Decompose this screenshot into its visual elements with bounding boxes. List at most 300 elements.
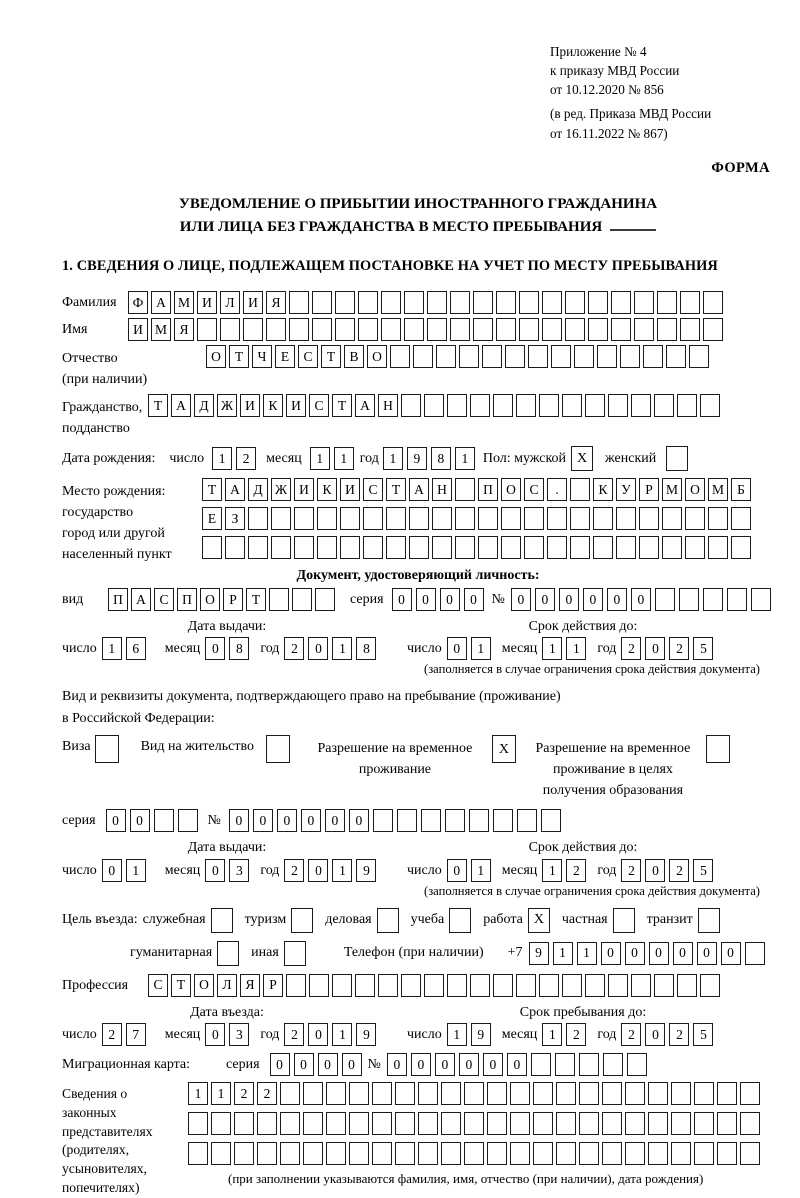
char-box[interactable] bbox=[616, 507, 636, 530]
char-box[interactable] bbox=[455, 478, 475, 501]
char-box[interactable]: С bbox=[298, 345, 318, 368]
char-box[interactable] bbox=[551, 345, 571, 368]
char-box[interactable] bbox=[211, 1142, 231, 1165]
char-box[interactable] bbox=[248, 507, 268, 530]
char-box[interactable] bbox=[332, 974, 352, 997]
char-box[interactable] bbox=[211, 1112, 231, 1135]
char-box[interactable] bbox=[542, 318, 562, 341]
char-box[interactable]: 1 bbox=[566, 637, 586, 660]
char-box[interactable] bbox=[358, 291, 378, 314]
char-box[interactable] bbox=[631, 394, 651, 417]
char-box[interactable]: 1 bbox=[577, 942, 597, 965]
char-box[interactable]: П bbox=[177, 588, 197, 611]
char-box[interactable] bbox=[671, 1082, 691, 1105]
char-box[interactable] bbox=[326, 1082, 346, 1105]
char-box[interactable] bbox=[372, 1112, 392, 1135]
char-box[interactable]: А bbox=[225, 478, 245, 501]
char-box[interactable]: 0 bbox=[229, 809, 249, 832]
char-box[interactable]: 0 bbox=[308, 859, 328, 882]
char-box[interactable] bbox=[335, 291, 355, 314]
char-box[interactable] bbox=[294, 536, 314, 559]
char-box[interactable]: К bbox=[263, 394, 283, 417]
char-box[interactable] bbox=[501, 536, 521, 559]
char-box[interactable]: Б bbox=[731, 478, 751, 501]
char-box[interactable]: 0 bbox=[440, 588, 460, 611]
char-box[interactable]: С bbox=[363, 478, 383, 501]
char-box[interactable]: 0 bbox=[601, 942, 621, 965]
char-box[interactable] bbox=[326, 1142, 346, 1165]
char-box[interactable] bbox=[731, 536, 751, 559]
char-box[interactable] bbox=[542, 291, 562, 314]
char-box[interactable] bbox=[685, 536, 705, 559]
purpose-business-checkbox[interactable] bbox=[377, 908, 399, 933]
char-box[interactable]: Т bbox=[202, 478, 222, 501]
char-box[interactable]: О bbox=[206, 345, 226, 368]
char-box[interactable]: Т bbox=[386, 478, 406, 501]
char-box[interactable] bbox=[292, 588, 312, 611]
char-box[interactable]: 5 bbox=[693, 1023, 713, 1046]
char-box[interactable]: С bbox=[524, 478, 544, 501]
char-box[interactable] bbox=[464, 1112, 484, 1135]
char-box[interactable]: 0 bbox=[649, 942, 669, 965]
char-box[interactable] bbox=[565, 291, 585, 314]
char-box[interactable]: 1 bbox=[542, 1023, 562, 1046]
char-box[interactable] bbox=[349, 1082, 369, 1105]
char-box[interactable] bbox=[409, 507, 429, 530]
char-box[interactable]: 0 bbox=[411, 1053, 431, 1076]
char-box[interactable]: 0 bbox=[459, 1053, 479, 1076]
char-box[interactable]: Н bbox=[432, 478, 452, 501]
char-box[interactable] bbox=[473, 318, 493, 341]
char-box[interactable]: Л bbox=[217, 974, 237, 997]
char-box[interactable] bbox=[401, 974, 421, 997]
char-box[interactable] bbox=[381, 291, 401, 314]
char-box[interactable]: 0 bbox=[325, 809, 345, 832]
char-box[interactable]: 0 bbox=[130, 809, 150, 832]
char-box[interactable] bbox=[533, 1112, 553, 1135]
char-box[interactable] bbox=[397, 809, 417, 832]
char-box[interactable]: 0 bbox=[511, 588, 531, 611]
char-box[interactable]: 1 bbox=[542, 637, 562, 660]
temp-residence-edu-checkbox[interactable] bbox=[706, 735, 730, 763]
char-box[interactable] bbox=[680, 318, 700, 341]
char-box[interactable]: А bbox=[355, 394, 375, 417]
char-box[interactable]: Я bbox=[240, 974, 260, 997]
char-box[interactable] bbox=[202, 536, 222, 559]
char-box[interactable] bbox=[340, 507, 360, 530]
char-box[interactable] bbox=[312, 291, 332, 314]
char-box[interactable]: О bbox=[501, 478, 521, 501]
char-box[interactable]: Р bbox=[263, 974, 283, 997]
char-box[interactable] bbox=[349, 1112, 369, 1135]
char-box[interactable] bbox=[418, 1142, 438, 1165]
char-box[interactable]: 0 bbox=[535, 588, 555, 611]
char-box[interactable]: 2 bbox=[284, 859, 304, 882]
char-box[interactable] bbox=[427, 318, 447, 341]
char-box[interactable]: А bbox=[409, 478, 429, 501]
char-box[interactable] bbox=[611, 291, 631, 314]
char-box[interactable] bbox=[309, 974, 329, 997]
char-box[interactable] bbox=[450, 318, 470, 341]
char-box[interactable]: 2 bbox=[102, 1023, 122, 1046]
char-box[interactable]: П bbox=[108, 588, 128, 611]
purpose-private-checkbox[interactable] bbox=[613, 908, 635, 933]
char-box[interactable]: Ж bbox=[271, 478, 291, 501]
char-box[interactable]: А bbox=[131, 588, 151, 611]
char-box[interactable] bbox=[303, 1082, 323, 1105]
char-box[interactable] bbox=[289, 318, 309, 341]
char-box[interactable] bbox=[459, 345, 479, 368]
char-box[interactable] bbox=[441, 1112, 461, 1135]
char-box[interactable] bbox=[501, 507, 521, 530]
char-box[interactable] bbox=[703, 291, 723, 314]
char-box[interactable]: 9 bbox=[529, 942, 549, 965]
char-box[interactable] bbox=[409, 536, 429, 559]
char-box[interactable] bbox=[585, 974, 605, 997]
purpose-transit-checkbox[interactable] bbox=[698, 908, 720, 933]
char-box[interactable]: 2 bbox=[566, 1023, 586, 1046]
char-box[interactable] bbox=[602, 1082, 622, 1105]
char-box[interactable]: И bbox=[197, 291, 217, 314]
char-box[interactable] bbox=[470, 974, 490, 997]
char-box[interactable] bbox=[731, 507, 751, 530]
char-box[interactable] bbox=[562, 394, 582, 417]
char-box[interactable]: 0 bbox=[342, 1053, 362, 1076]
char-box[interactable] bbox=[654, 974, 674, 997]
char-box[interactable] bbox=[533, 1082, 553, 1105]
char-box[interactable] bbox=[493, 809, 513, 832]
char-box[interactable] bbox=[717, 1112, 737, 1135]
char-box[interactable]: 2 bbox=[621, 859, 641, 882]
char-box[interactable] bbox=[473, 291, 493, 314]
char-box[interactable] bbox=[225, 536, 245, 559]
temp-residence-checkbox[interactable]: X bbox=[492, 735, 516, 763]
char-box[interactable] bbox=[519, 291, 539, 314]
char-box[interactable]: 0 bbox=[106, 809, 126, 832]
char-box[interactable]: 1 bbox=[126, 859, 146, 882]
purpose-study-checkbox[interactable] bbox=[449, 908, 471, 933]
char-box[interactable]: 1 bbox=[211, 1082, 231, 1105]
char-box[interactable] bbox=[631, 974, 651, 997]
char-box[interactable] bbox=[634, 318, 654, 341]
char-box[interactable] bbox=[516, 974, 536, 997]
char-box[interactable] bbox=[727, 588, 747, 611]
char-box[interactable]: 1 bbox=[332, 1023, 352, 1046]
char-box[interactable] bbox=[470, 394, 490, 417]
char-box[interactable]: 0 bbox=[416, 588, 436, 611]
char-box[interactable] bbox=[312, 318, 332, 341]
char-box[interactable] bbox=[616, 536, 636, 559]
char-box[interactable]: 9 bbox=[356, 859, 376, 882]
char-box[interactable]: И bbox=[243, 291, 263, 314]
char-box[interactable] bbox=[547, 507, 567, 530]
char-box[interactable]: Р bbox=[639, 478, 659, 501]
char-box[interactable]: С bbox=[148, 974, 168, 997]
char-box[interactable] bbox=[579, 1053, 599, 1076]
char-box[interactable] bbox=[482, 345, 502, 368]
char-box[interactable] bbox=[588, 291, 608, 314]
char-box[interactable] bbox=[315, 588, 335, 611]
char-box[interactable]: Т bbox=[229, 345, 249, 368]
char-box[interactable]: А bbox=[151, 291, 171, 314]
char-box[interactable] bbox=[556, 1112, 576, 1135]
char-box[interactable] bbox=[740, 1112, 760, 1135]
char-box[interactable] bbox=[395, 1112, 415, 1135]
char-box[interactable] bbox=[643, 345, 663, 368]
char-box[interactable] bbox=[634, 291, 654, 314]
char-box[interactable] bbox=[639, 507, 659, 530]
char-box[interactable]: 1 bbox=[383, 447, 403, 470]
char-box[interactable] bbox=[740, 1142, 760, 1165]
char-box[interactable] bbox=[395, 1142, 415, 1165]
char-box[interactable]: 0 bbox=[102, 859, 122, 882]
char-box[interactable]: О bbox=[194, 974, 214, 997]
char-box[interactable] bbox=[441, 1082, 461, 1105]
char-box[interactable] bbox=[700, 974, 720, 997]
char-box[interactable] bbox=[317, 507, 337, 530]
char-box[interactable]: С bbox=[154, 588, 174, 611]
char-box[interactable] bbox=[570, 507, 590, 530]
char-box[interactable]: 2 bbox=[566, 859, 586, 882]
char-box[interactable]: 2 bbox=[257, 1082, 277, 1105]
char-box[interactable]: О bbox=[685, 478, 705, 501]
char-box[interactable] bbox=[487, 1112, 507, 1135]
char-box[interactable] bbox=[717, 1082, 737, 1105]
char-box[interactable] bbox=[680, 291, 700, 314]
char-box[interactable] bbox=[602, 1112, 622, 1135]
purpose-other-checkbox[interactable] bbox=[284, 941, 306, 966]
char-box[interactable] bbox=[427, 291, 447, 314]
char-box[interactable]: О bbox=[200, 588, 220, 611]
char-box[interactable] bbox=[271, 507, 291, 530]
char-box[interactable]: К bbox=[317, 478, 337, 501]
char-box[interactable]: 0 bbox=[308, 637, 328, 660]
char-box[interactable]: Н bbox=[378, 394, 398, 417]
char-box[interactable] bbox=[524, 536, 544, 559]
char-box[interactable]: 0 bbox=[318, 1053, 338, 1076]
char-box[interactable] bbox=[608, 394, 628, 417]
char-box[interactable]: И bbox=[286, 394, 306, 417]
char-box[interactable]: 9 bbox=[356, 1023, 376, 1046]
char-box[interactable] bbox=[326, 1112, 346, 1135]
char-box[interactable]: 2 bbox=[669, 1023, 689, 1046]
char-box[interactable]: 3 bbox=[229, 859, 249, 882]
char-box[interactable] bbox=[303, 1142, 323, 1165]
char-box[interactable] bbox=[625, 1082, 645, 1105]
char-box[interactable] bbox=[294, 507, 314, 530]
char-box[interactable]: И bbox=[340, 478, 360, 501]
char-box[interactable] bbox=[679, 588, 699, 611]
char-box[interactable]: 0 bbox=[447, 637, 467, 660]
char-box[interactable] bbox=[478, 507, 498, 530]
char-box[interactable] bbox=[358, 318, 378, 341]
char-box[interactable]: 1 bbox=[553, 942, 573, 965]
char-box[interactable] bbox=[280, 1082, 300, 1105]
char-box[interactable]: 0 bbox=[631, 588, 651, 611]
char-box[interactable] bbox=[662, 536, 682, 559]
char-box[interactable] bbox=[694, 1112, 714, 1135]
char-box[interactable]: 7 bbox=[126, 1023, 146, 1046]
char-box[interactable] bbox=[574, 345, 594, 368]
char-box[interactable] bbox=[378, 974, 398, 997]
char-box[interactable] bbox=[487, 1142, 507, 1165]
char-box[interactable] bbox=[671, 1112, 691, 1135]
char-box[interactable]: 0 bbox=[721, 942, 741, 965]
char-box[interactable]: 3 bbox=[229, 1023, 249, 1046]
char-box[interactable] bbox=[694, 1142, 714, 1165]
char-box[interactable] bbox=[510, 1082, 530, 1105]
char-box[interactable]: Т bbox=[246, 588, 266, 611]
char-box[interactable] bbox=[657, 291, 677, 314]
char-box[interactable] bbox=[418, 1112, 438, 1135]
char-box[interactable] bbox=[493, 394, 513, 417]
char-box[interactable]: 0 bbox=[607, 588, 627, 611]
char-box[interactable]: Д bbox=[248, 478, 268, 501]
char-box[interactable] bbox=[524, 507, 544, 530]
char-box[interactable]: 0 bbox=[435, 1053, 455, 1076]
char-box[interactable] bbox=[363, 536, 383, 559]
char-box[interactable]: 2 bbox=[236, 447, 256, 470]
char-box[interactable]: 0 bbox=[464, 588, 484, 611]
char-box[interactable] bbox=[220, 318, 240, 341]
char-box[interactable] bbox=[694, 1082, 714, 1105]
char-box[interactable] bbox=[745, 942, 765, 965]
char-box[interactable]: 5 bbox=[693, 859, 713, 882]
char-box[interactable] bbox=[611, 318, 631, 341]
char-box[interactable] bbox=[671, 1142, 691, 1165]
char-box[interactable] bbox=[505, 345, 525, 368]
char-box[interactable]: 6 bbox=[126, 637, 146, 660]
char-box[interactable]: И bbox=[240, 394, 260, 417]
char-box[interactable] bbox=[541, 809, 561, 832]
char-box[interactable] bbox=[703, 318, 723, 341]
char-box[interactable] bbox=[234, 1112, 254, 1135]
char-box[interactable] bbox=[381, 318, 401, 341]
char-box[interactable] bbox=[648, 1082, 668, 1105]
char-box[interactable] bbox=[455, 536, 475, 559]
char-box[interactable] bbox=[355, 974, 375, 997]
char-box[interactable] bbox=[432, 536, 452, 559]
char-box[interactable] bbox=[579, 1142, 599, 1165]
char-box[interactable] bbox=[531, 1053, 551, 1076]
char-box[interactable] bbox=[478, 536, 498, 559]
char-box[interactable]: 0 bbox=[673, 942, 693, 965]
char-box[interactable] bbox=[464, 1142, 484, 1165]
char-box[interactable]: 0 bbox=[349, 809, 369, 832]
char-box[interactable] bbox=[657, 318, 677, 341]
char-box[interactable]: 1 bbox=[542, 859, 562, 882]
char-box[interactable]: 0 bbox=[205, 1023, 225, 1046]
char-box[interactable]: З bbox=[225, 507, 245, 530]
char-box[interactable]: 0 bbox=[645, 637, 665, 660]
char-box[interactable] bbox=[243, 318, 263, 341]
char-box[interactable]: 0 bbox=[294, 1053, 314, 1076]
char-box[interactable]: 1 bbox=[102, 637, 122, 660]
char-box[interactable]: 0 bbox=[645, 859, 665, 882]
char-box[interactable]: 2 bbox=[284, 1023, 304, 1046]
char-box[interactable]: О bbox=[367, 345, 387, 368]
char-box[interactable]: 2 bbox=[669, 859, 689, 882]
char-box[interactable] bbox=[708, 507, 728, 530]
char-box[interactable] bbox=[404, 291, 424, 314]
char-box[interactable] bbox=[372, 1082, 392, 1105]
char-box[interactable]: Ф bbox=[128, 291, 148, 314]
char-box[interactable] bbox=[648, 1142, 668, 1165]
char-box[interactable] bbox=[349, 1142, 369, 1165]
char-box[interactable]: 0 bbox=[447, 859, 467, 882]
char-box[interactable] bbox=[677, 394, 697, 417]
purpose-humanitarian-checkbox[interactable] bbox=[217, 941, 239, 966]
char-box[interactable]: К bbox=[593, 478, 613, 501]
char-box[interactable] bbox=[188, 1112, 208, 1135]
char-box[interactable] bbox=[579, 1112, 599, 1135]
char-box[interactable] bbox=[487, 1082, 507, 1105]
char-box[interactable]: Ж bbox=[217, 394, 237, 417]
char-box[interactable]: 0 bbox=[645, 1023, 665, 1046]
char-box[interactable]: А bbox=[171, 394, 191, 417]
char-box[interactable] bbox=[493, 974, 513, 997]
char-box[interactable] bbox=[447, 394, 467, 417]
visa-checkbox[interactable] bbox=[95, 735, 119, 763]
char-box[interactable] bbox=[441, 1142, 461, 1165]
char-box[interactable]: 2 bbox=[621, 637, 641, 660]
char-box[interactable] bbox=[286, 974, 306, 997]
char-box[interactable] bbox=[585, 394, 605, 417]
char-box[interactable] bbox=[404, 318, 424, 341]
char-box[interactable] bbox=[373, 809, 393, 832]
char-box[interactable] bbox=[597, 345, 617, 368]
char-box[interactable] bbox=[271, 536, 291, 559]
char-box[interactable]: 1 bbox=[471, 859, 491, 882]
char-box[interactable]: 0 bbox=[301, 809, 321, 832]
char-box[interactable]: 0 bbox=[625, 942, 645, 965]
char-box[interactable] bbox=[620, 345, 640, 368]
char-box[interactable] bbox=[303, 1112, 323, 1135]
char-box[interactable]: У bbox=[616, 478, 636, 501]
char-box[interactable]: 0 bbox=[697, 942, 717, 965]
char-box[interactable]: 1 bbox=[332, 859, 352, 882]
char-box[interactable]: Я bbox=[266, 291, 286, 314]
char-box[interactable]: 1 bbox=[332, 637, 352, 660]
char-box[interactable] bbox=[602, 1142, 622, 1165]
char-box[interactable] bbox=[516, 394, 536, 417]
char-box[interactable]: 8 bbox=[229, 637, 249, 660]
char-box[interactable]: М bbox=[174, 291, 194, 314]
char-box[interactable] bbox=[703, 588, 723, 611]
char-box[interactable] bbox=[248, 536, 268, 559]
char-box[interactable] bbox=[570, 536, 590, 559]
char-box[interactable]: 9 bbox=[407, 447, 427, 470]
char-box[interactable] bbox=[154, 809, 174, 832]
char-box[interactable] bbox=[528, 345, 548, 368]
char-box[interactable]: И bbox=[294, 478, 314, 501]
char-box[interactable] bbox=[662, 507, 682, 530]
char-box[interactable] bbox=[386, 536, 406, 559]
char-box[interactable]: 9 bbox=[471, 1023, 491, 1046]
char-box[interactable] bbox=[510, 1142, 530, 1165]
char-box[interactable]: Я bbox=[174, 318, 194, 341]
char-box[interactable] bbox=[390, 345, 410, 368]
char-box[interactable] bbox=[593, 507, 613, 530]
char-box[interactable] bbox=[593, 536, 613, 559]
char-box[interactable] bbox=[188, 1142, 208, 1165]
char-box[interactable]: М bbox=[662, 478, 682, 501]
char-box[interactable]: Л bbox=[220, 291, 240, 314]
char-box[interactable] bbox=[556, 1082, 576, 1105]
char-box[interactable]: 0 bbox=[583, 588, 603, 611]
char-box[interactable] bbox=[740, 1082, 760, 1105]
char-box[interactable] bbox=[533, 1142, 553, 1165]
